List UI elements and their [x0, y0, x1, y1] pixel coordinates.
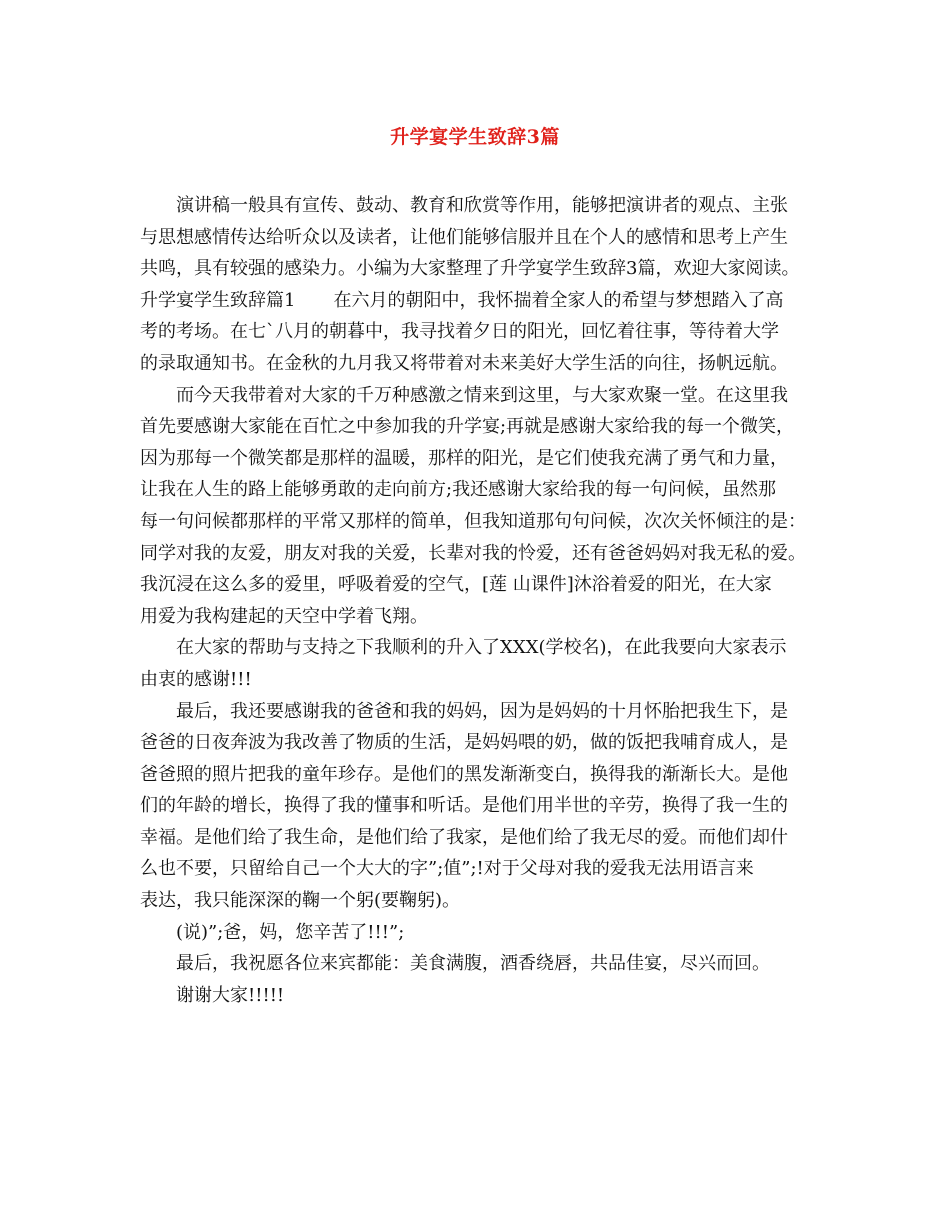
text-line: 我沉浸在这么多的爱里，呼吸着爱的空气，[莲 山课件]沐浴着爱的阳光，在大家 — [140, 574, 772, 596]
text-line: 因为那每一个微笑都是那样的温暖，那样的阳光，是它们使我充满了勇气和力量， — [140, 447, 788, 469]
text-line: 由衷的感谢!!! — [140, 668, 252, 690]
text-line: 谢谢大家!!!!! — [176, 984, 285, 1006]
document-body — [140, 190, 820, 1011]
text-line: 考的考场。在七`八月的朝暮中，我寻找着夕日的阳光，回忆着往事，等待着大学 — [140, 321, 779, 343]
text-line: 爸爸的日夜奔波为我改善了物质的生活，是妈妈喂的奶，做的饭把我哺育成人，是 — [140, 732, 788, 754]
text-line: 用爱为我构建起的天空中学着飞翔。 — [140, 605, 428, 627]
text-line: 在大家的帮助与支持之下我顺利的升入了XXX(学校名)，在此我要向大家表示 — [176, 637, 787, 659]
text-line: 幸福。是他们给了我生命，是他们给了我家，是他们给了我无尽的爱。而他们却什 — [140, 826, 788, 848]
text-line: 么也不要，只留给自己一个大大的字”;值”;!对于父母对我的爱我无法用语言来 — [140, 858, 754, 880]
text-line: 爸爸照的照片把我的童年珍存。是他们的黑发渐渐变白，换得我的渐渐长大。是他 — [140, 763, 788, 785]
text-line: 与思想感情传达给听众以及读者，让他们能够信服并且在个人的感情和思考上产生 — [140, 226, 788, 248]
text-line: 演讲稿一般具有宣传、鼓动、教育和欣赏等作用，能够把演讲者的观点、主张 — [176, 195, 788, 216]
text-line: 表达，我只能深深的鞠一个躬(要鞠躬)。 — [140, 890, 461, 912]
text-line: (说)”;爸，妈，您辛苦了!!!”; — [176, 921, 405, 943]
text-line: 在六月的朝阳中，我怀揣着全家人的希望与梦想踏入了高 — [333, 289, 784, 311]
text-line: 共鸣，具有较强的感染力。小编为大家整理了升学宴学生致辞3篇，欢迎大家阅读。 — [140, 258, 800, 280]
text-line-with-heading — [140, 285, 820, 317]
text-line: 首先要感谢大家能在百忙之中参加我的升学宴;再就是感谢大家给我的每一个微笑， — [140, 416, 795, 438]
text-line: 每一句问候都那样的平常又那样的简单，但我知道那句句问候，次次关怀倾注的是： — [140, 510, 806, 532]
text-line: 的录取通知书。在金秋的九月我又将带着对未来美好大学生活的向往，扬帆远航。 — [140, 352, 788, 374]
text-line: 最后，我还要感谢我的爸爸和我的妈妈，因为是妈妈的十月怀胎把我生下，是 — [176, 700, 788, 722]
text-line: 而今天我带着对大家的千万种感激之情来到这里，与大家欢聚一堂。在这里我 — [176, 384, 788, 406]
section-heading: 升学宴学生致辞篇1 — [140, 289, 296, 311]
text-line: 同学对我的友爱，朋友对我的关爱，长辈对我的怜爱，还有爸爸妈妈对我无私的爱。 — [140, 542, 806, 564]
text-line: 们的年龄的增长，换得了我的懂事和听话。是他们用半世的辛劳，换得了我一生的 — [140, 795, 788, 817]
document-title: 升学宴学生致辞3篇 — [390, 126, 560, 148]
text-line: 让我在人生的路上能够勇敢的走向前方;我还感谢大家给我的每一句问候，虽然那 — [140, 479, 777, 501]
text-line: 最后，我祝愿各位来宾都能：美食满腹，酒香绕唇，共品佳宴，尽兴而回。 — [176, 953, 770, 975]
